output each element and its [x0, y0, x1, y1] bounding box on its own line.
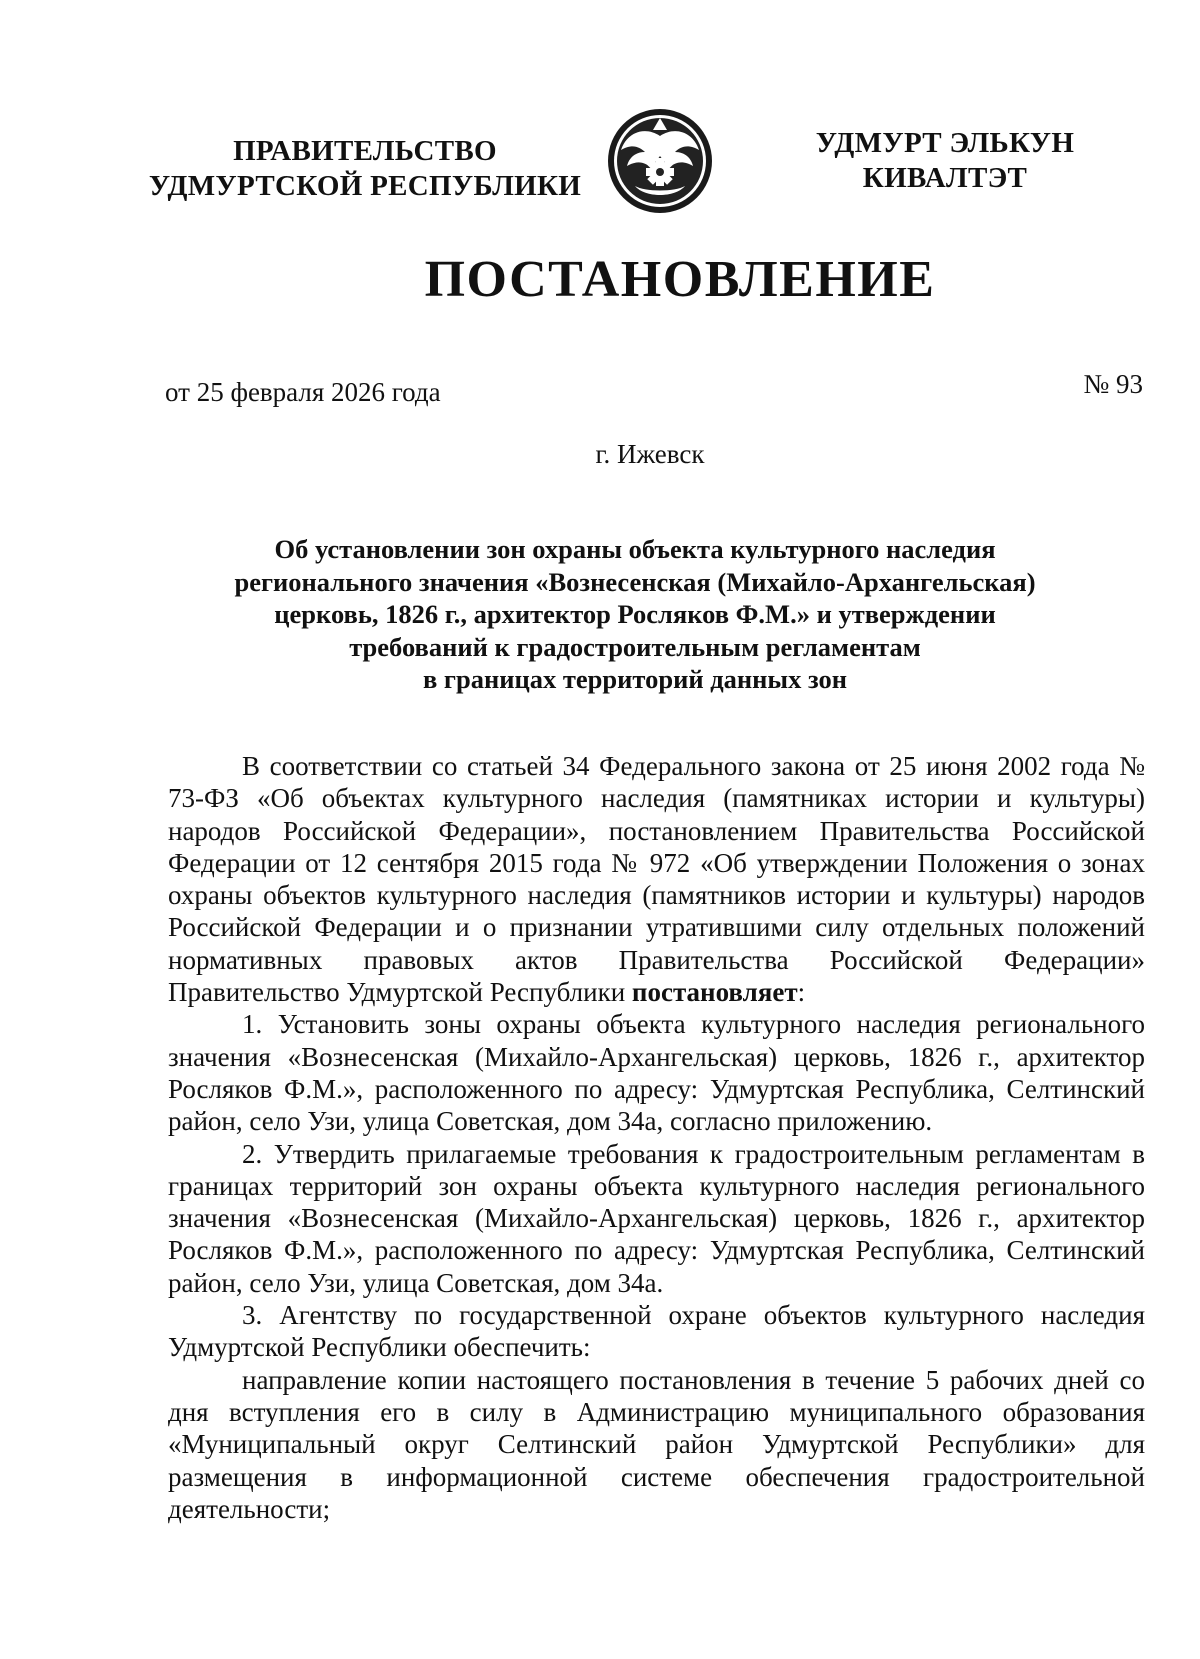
issuer-name-udmurt [790, 126, 1100, 196]
issuer-line: ПРАВИТЕЛЬСТВО [233, 135, 497, 167]
paragraph-3: 3. Агентству по государственной охране объектов культурного наследия Удмуртской Республики обеспечить: [168, 1300, 1145, 1363]
document-date: от 25 февраля 2026 года [165, 377, 441, 407]
subject-line: требований к градостроительным регламентам [349, 631, 921, 662]
document-number: № 93 [1083, 369, 1143, 399]
document-title: ПОСТАНОВЛЕНИЕ [424, 251, 936, 308]
paragraph-3-item: направление копии настоящего постановления в течение 5 рабочих дней со дня вступления его в силу в Администрацию муниципального образования «Муниципальный округ Селтинский район Удмуртской Республики» для размещения в информационной системе обеспечения градостроительной деятельности; [168, 1364, 1145, 1524]
subject-line: Об установлении зон охраны объекта культурного наследия [274, 534, 996, 564]
preamble-colon: : [797, 977, 806, 1008]
document-city: г. Ижевск [595, 439, 705, 469]
issuer-line: УДМУРТСКОЙ РЕСПУБЛИКИ [148, 170, 582, 202]
paragraph-1: 1. Установить зоны охраны объекта культурного наследия регионального значения «Вознесенская (Михайло-Архангельская) церковь, 1826 г., архитектор Росляков Ф.М.», расположенного по адресу: Удмуртская Республика, Селтинский район, село Узи, улица Советская, дом 34а, согласно приложению. [168, 1009, 1145, 1137]
subject-line: регионального значения «Вознесенская (Михайло-Архангельская) [234, 566, 1036, 597]
subject-line: в границах территорий данных зон [423, 664, 847, 694]
subject-line: церковь, 1826 г., архитектор Росляков Ф.М.» и утверждении [274, 599, 996, 629]
issuer-line: УДМУРТ ЭЛЬКУН [815, 127, 1075, 159]
resolves-word: постановляет [631, 977, 798, 1008]
paragraph-2: 2. Утвердить прилагаемые требования к градостроительным регламентам в границах территорий зон охраны объекта культурного наследия регионального значения «Вознесенская (Михайло-Архангельская) церковь, 1826 г., архитектор Росляков Ф.М.», расположенного по адресу: Удмуртская Республика, Селтинский район, село Узи, улица Советская, дом 34а. [168, 1138, 1145, 1298]
document-body [168, 750, 1145, 1525]
coat-of-arms-udmurtia-icon [605, 106, 715, 216]
issuer-line: КИВАЛТЭТ [862, 162, 1028, 194]
preamble-paragraph [168, 750, 1145, 1008]
document-subject [160, 533, 1110, 696]
preamble-text: В соответствии со статьей 34 Федерального закона от 25 июня 2002 года № 73-ФЗ «Об объектах культурного наследия (памятниках истории и культуры) народов Российской Федерации», постановлением Правительства Российской Федерации от 12 сентября 2015 года № 972 «Об утверждении Положения о зонах охраны объектов культурного наследия (памятников истории и культуры) народов Российской Федерации и о признании утратившими силу отдельных положений нормативных правовых актов Правительства Российской Федерации» Правительство Удмуртской Республики [168, 751, 1145, 1008]
issuer-name-russian [140, 134, 590, 204]
